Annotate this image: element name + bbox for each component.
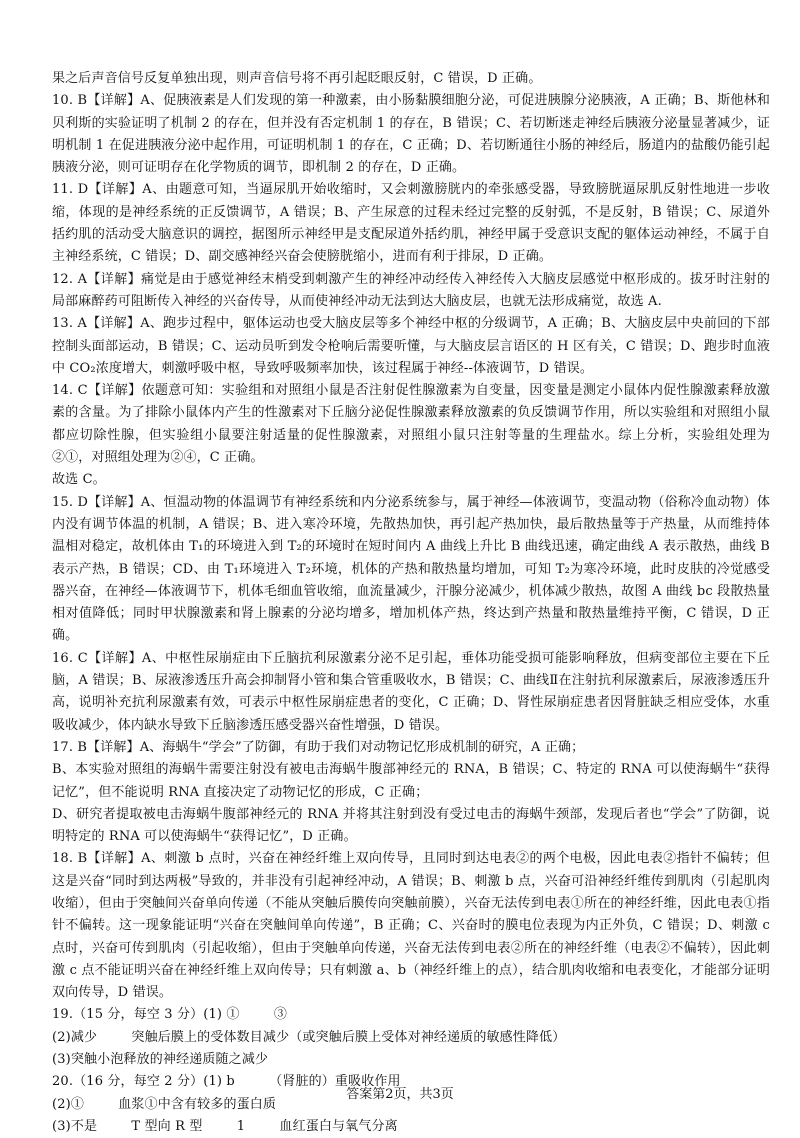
answer-19-3: (3)突触小泡释放的神经递质随之减少	[52, 1052, 269, 1068]
answer-17-bc: B、本实验对照组的海蜗牛需要注射没有被电击海蜗牛腹部神经元的 RNA，B 错误；C、特定的 RNA 可以使海蜗牛“获得记忆”，但不能说明 RNA 直接决定了动物记忆的形成，C 正确；	[52, 762, 770, 800]
answer-20-3: (3)不是 T 型向 R 型 1 血红蛋白与氧气分离	[52, 1118, 398, 1134]
answer-12: 12. A【详解】痛觉是由于感觉神经末梢受到刺激产生的神经冲动经传入神经传入大脑皮层感觉中枢形成的。拔牙时注射的局部麻醉药可阻断传入神经的兴奋传导，从而使神经冲动无法到达大脑皮层，也就无法形成痛觉，故选 A.	[52, 271, 770, 309]
paragraph-continuation: 果之后声音信号反复单独出现，则声音信号将不再引起眨眼反射，C 错误，D 正确。	[52, 71, 542, 86]
answer-14: 14. C【详解】依题意可知：实验组和对照组小鼠是否注射促性腺激素为自变量，因变量是测定小鼠体内促性腺激素释放激素的含量。为了排除小鼠体内产生的性激素对下丘脑分泌促性腺激素释放激素的负反馈调节作用，所以实验组和对照组小鼠都应切除性腺，但实验组小鼠要注射适量的促性腺激素，对照组小鼠只注射等量的生理盐水。综上分析，实验组处理为②①，对照组处理为②④，C 正确。	[52, 383, 770, 466]
answer-19-2: (2)减少 突触后膜上的受体数目减少（或突触后膜上受体对神经递质的敏感性降低）	[52, 1029, 566, 1045]
page-footer: 答案第2页，共3页	[346, 1087, 454, 1102]
answer-14-conclusion: 故选 C。	[52, 472, 106, 488]
answer-15: 15. D【详解】A、恒温动物的体温调节有神经系统和内分泌系统参与，属于神经—体液调节，变温动物（俗称冷血动物）体内没有调节体温的机制，A 错误；B、进入寒冷环境，先散热加快，再引起产热加快，最后散热量等于产热量，从而维持体温相对稳定，故机体由 T₁的环境进入到 T₂的环境时在短时间内 A 曲线上升比 B 曲线迅速，确定曲线 A 表示散热，曲线 B 表示产热，B 错误；CD、由 T₁环境进入 T₂环境，机体的产热和散热量均增加，可知 T₂为寒冷环境，此时皮肤的冷觉感受器兴奋，在神经—体液调节下，机体毛细血管收缩，血流量减少，汗腺分泌减少，机体减少散热，故图 A 曲线 bc 段散热量相对值降低；同时甲状腺激素和肾上腺素的分泌均增多，增加机体产热，终达到产热量和散热量维持平衡，C 错误，D 正确。	[52, 494, 775, 644]
answer-20-2: (2)① 血浆①中含有较多的蛋白质	[52, 1096, 277, 1112]
answer-11: 11. D【详解】A、由题意可知，当逼尿肌开始收缩时，又会刺激膀胱内的牵张感受器，导致膀胱逼尿肌反射性地进一步收缩，体现的是神经系统的正反馈调节，A 错误；B、产生尿意的过程未经过完整的反射弧，不是反射，B 错误；C、尿道外括约肌的活动受大脑意识的调控，据图所示神经甲是支配尿道外括约肌，神经甲属于受意识支配的躯体运动神经，不属于自主神经系统，C 错误；D、副交感神经兴奋会使膀胱缩小，进而有利于排尿，D 正确。	[52, 182, 770, 265]
answer-19-1: 19.（15 分，每空 3 分）(1) ① ③	[52, 1007, 287, 1023]
answer-17-d: D、研究者提取被电击海蜗牛腹部神经元的 RNA 并将其注射到没有受过电击的海蜗牛颈部，发现后者也“学会”了防御，说明特定的 RNA 可以使海蜗牛“获得记忆”，D 正确。	[52, 806, 770, 845]
answer-18: 18. B【详解】A、刺激 b 点时，兴奋在神经纤维上双向传导，且同时到达电表②的两个电极，因此电表②指针不偏转；但这是兴奋“同时到达两极”导致的，并非没有引起神经冲动，A 错误；B、刺激 b 点，兴奋可沿神经纤维传到肌肉（引起肌肉收缩），但由于突触间兴奋单向传递（不能从突触后膜传向突触前膜），兴奋无法传到电表①所在的神经纤维，因此电表①指针不偏转。这一现象能证明“兴奋在突触间单向传递”，B 正确；C、兴奋时的膜电位表现为内正外负，C 错误；D、刺激 c 点时，兴奋可传到肌肉（引起收缩），但由于突触单向传递，兴奋无法传到电表②所在的神经纤维（电表②不偏转），因此刺激 c 点不能证明兴奋在神经纤维上双向传导；只有刺激 a、b（神经纤维上的点），结合肌肉收缩和电表变化，才能部分证明双向传导，D 错误。	[52, 851, 775, 1001]
answer-20-1: 20.（16 分，每空 2 分）(1) b （肾脏的）重吸收作用	[52, 1074, 401, 1090]
answer-17-a: 17. B【详解】A、海蜗牛“学会”了防御，有助于我们对动物记忆形成机制的研究，A 正确；	[52, 739, 585, 755]
answer-16: 16. C【详解】A、中枢性尿崩症由下丘脑抗利尿激素分泌不足引起，垂体功能受损可能影响释放，但病变部位主要在下丘脑，A 错误；B、尿液渗透压升高会抑制肾小管和集合管重吸收水，B 错误；C、曲线Ⅱ在注射抗利尿激素后，尿液渗透压升高，说明补充抗利尿激素有效，可表示中枢性尿崩症患者的变化，C 正确；D、肾性尿崩症患者因肾脏缺乏相应受体，水重吸收减少，体内缺水导致下丘脑渗透压感受器兴奋性增强，D 错误。	[52, 650, 770, 733]
answer-13: 13. A【详解】A、跑步过程中，躯体运动也受大脑皮层等多个神经中枢的分级调节，A 正确；B、大脑皮层中央前回的下部控制头面部运动，B 错误；C、运动员听到发令枪响后需要听懂，与大脑皮层言语区的 H 区有关，C 错误；D、跑步时血液中 CO₂浓度增大，刺激呼吸中枢，导致呼吸频率加快，该过程属于神经--体液调节，D 错误。	[52, 316, 770, 376]
answer-10: 10. B【详解】A、促胰液素是人们发现的第一种激素，由小肠黏膜细胞分泌，可促进胰腺分泌胰液，A 正确；B、斯他林和贝利斯的实验证明了机制 2 的存在，但并没有否定机制 1 的存在，B 错误；C、若切断迷走神经后胰液分泌量显著减少，证明机制 1 在促进胰液分泌中起作用，可证明机制 1 的存在，C 正确；D、若切断通往小肠的神经后，肠道内的盐酸仍能引起胰液分泌，则可证明存在化学物质的调节，即机制 2 的存在，D 正确。	[52, 93, 770, 176]
